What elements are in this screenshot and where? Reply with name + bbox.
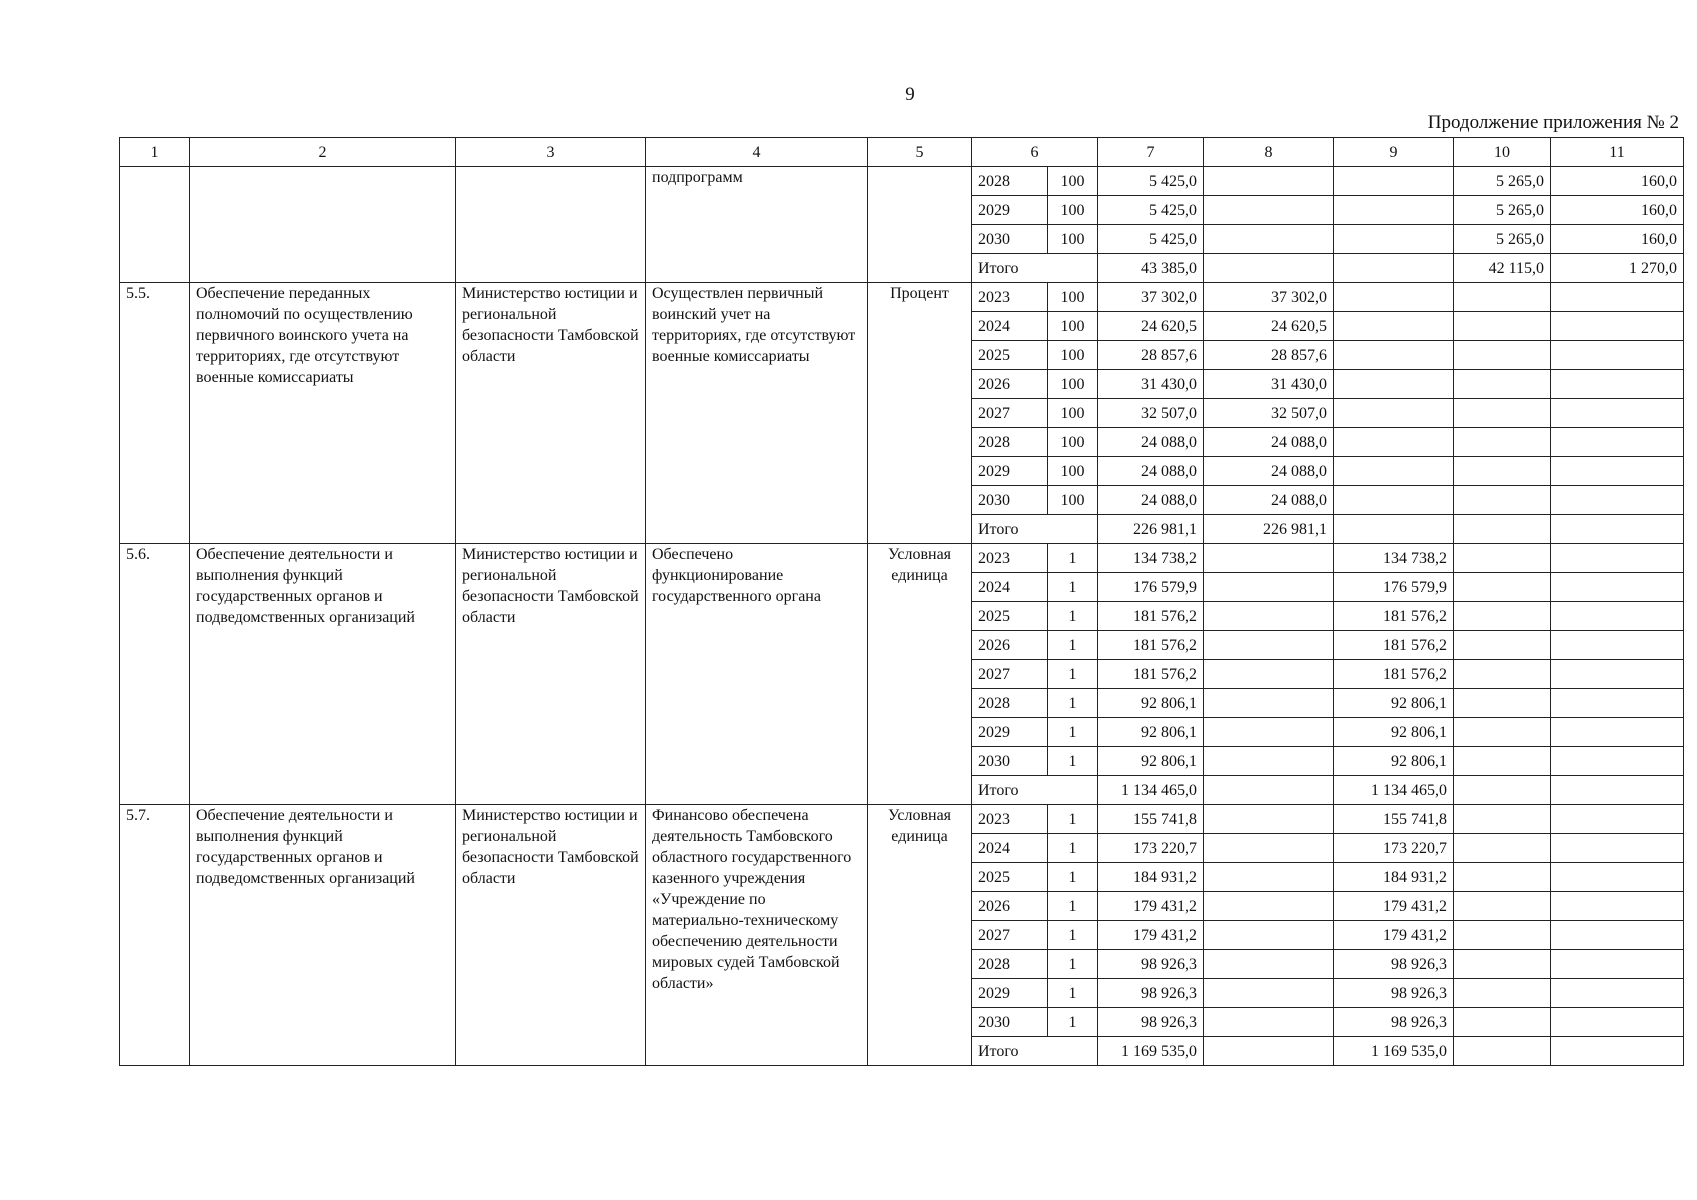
regional-budget-cell: 92 806,1 (1334, 689, 1454, 718)
year-cell: 2027 (972, 399, 1048, 428)
extrabudgetary-cell (1551, 834, 1684, 863)
federal-budget-cell (1204, 863, 1334, 892)
column-header: 7 (1098, 138, 1204, 167)
executor-name: Министерство юстиции и региональной безопасности Тамбовской области (456, 544, 646, 805)
indicator-value-cell: 100 (1048, 312, 1098, 341)
expected-result: Обеспечено функционирование государственного органа (646, 544, 868, 805)
column-header: 9 (1334, 138, 1454, 167)
total-label-cell: Итого (972, 1037, 1098, 1066)
regional-budget-cell (1334, 370, 1454, 399)
year-cell: 2028 (972, 950, 1048, 979)
local-budget-cell (1454, 486, 1551, 515)
extrabudgetary-cell (1551, 544, 1684, 573)
unit-of-measure: Условная единица (868, 805, 972, 1066)
extrabudgetary-cell (1551, 892, 1684, 921)
regional-budget-cell (1334, 341, 1454, 370)
local-budget-cell (1454, 1008, 1551, 1037)
executor-name (456, 167, 646, 283)
extrabudgetary-cell (1551, 805, 1684, 834)
regional-budget-cell (1334, 254, 1454, 283)
total-funding-cell: 5 425,0 (1098, 167, 1204, 196)
extrabudgetary-cell (1551, 428, 1684, 457)
total-label-cell: Итого (972, 254, 1098, 283)
column-header: 6 (972, 138, 1098, 167)
federal-budget-cell (1204, 805, 1334, 834)
extrabudgetary-cell (1551, 921, 1684, 950)
total-funding-cell: 176 579,9 (1098, 573, 1204, 602)
year-cell: 2029 (972, 457, 1048, 486)
expected-result: Осуществлен первичный воинский учет на территориях, где отсутствуют военные комиссариаты (646, 283, 868, 544)
federal-budget-cell (1204, 254, 1334, 283)
unit-of-measure: Процент (868, 283, 972, 544)
column-header: 3 (456, 138, 646, 167)
regional-budget-cell (1334, 283, 1454, 312)
total-funding-cell: 24 088,0 (1098, 457, 1204, 486)
table-row (120, 167, 1684, 196)
local-budget-cell (1454, 457, 1551, 486)
year-cell: 2024 (972, 573, 1048, 602)
federal-budget-cell: 24 620,5 (1204, 312, 1334, 341)
extrabudgetary-cell: 160,0 (1551, 196, 1684, 225)
federal-budget-cell: 31 430,0 (1204, 370, 1334, 399)
federal-budget-cell (1204, 602, 1334, 631)
total-funding-cell: 24 088,0 (1098, 486, 1204, 515)
indicator-value-cell: 100 (1048, 486, 1098, 515)
indicator-value-cell: 1 (1048, 834, 1098, 863)
total-funding-cell: 181 576,2 (1098, 602, 1204, 631)
extrabudgetary-cell (1551, 660, 1684, 689)
federal-budget-cell (1204, 167, 1334, 196)
regional-budget-cell (1334, 167, 1454, 196)
column-header: 4 (646, 138, 868, 167)
total-funding-cell: 98 926,3 (1098, 979, 1204, 1008)
federal-budget-cell (1204, 573, 1334, 602)
total-funding-cell: 28 857,6 (1098, 341, 1204, 370)
indicator-value-cell: 100 (1048, 167, 1098, 196)
regional-budget-cell: 181 576,2 (1334, 660, 1454, 689)
year-cell: 2025 (972, 341, 1048, 370)
indicator-value-cell: 1 (1048, 660, 1098, 689)
indicator-value-cell: 1 (1048, 979, 1098, 1008)
indicator-value-cell: 1 (1048, 544, 1098, 573)
federal-budget-cell (1204, 979, 1334, 1008)
indicator-value-cell: 100 (1048, 428, 1098, 457)
extrabudgetary-cell (1551, 573, 1684, 602)
total-funding-cell: 32 507,0 (1098, 399, 1204, 428)
year-cell: 2024 (972, 834, 1048, 863)
total-funding-cell: 92 806,1 (1098, 747, 1204, 776)
indicator-value-cell: 100 (1048, 399, 1098, 428)
extrabudgetary-cell (1551, 689, 1684, 718)
measure-code: 5.7. (120, 805, 190, 1066)
total-funding-cell: 92 806,1 (1098, 689, 1204, 718)
total-funding-cell: 1 134 465,0 (1098, 776, 1204, 805)
total-funding-cell: 98 926,3 (1098, 950, 1204, 979)
total-funding-cell: 181 576,2 (1098, 631, 1204, 660)
column-header: 1 (120, 138, 190, 167)
local-budget-cell (1454, 370, 1551, 399)
federal-budget-cell (1204, 834, 1334, 863)
extrabudgetary-cell (1551, 747, 1684, 776)
column-header: 5 (868, 138, 972, 167)
regional-budget-cell: 98 926,3 (1334, 979, 1454, 1008)
federal-budget-cell (1204, 950, 1334, 979)
total-funding-cell: 155 741,8 (1098, 805, 1204, 834)
federal-budget-cell (1204, 689, 1334, 718)
total-funding-cell: 24 088,0 (1098, 428, 1204, 457)
local-budget-cell (1454, 950, 1551, 979)
indicator-value-cell: 1 (1048, 863, 1098, 892)
year-cell: 2030 (972, 486, 1048, 515)
local-budget-cell (1454, 544, 1551, 573)
unit-of-measure: Условная единица (868, 544, 972, 805)
regional-budget-cell: 98 926,3 (1334, 1008, 1454, 1037)
regional-budget-cell (1334, 457, 1454, 486)
year-cell: 2025 (972, 602, 1048, 631)
indicator-value-cell: 1 (1048, 631, 1098, 660)
table-body (120, 167, 1684, 1066)
measure-code: 5.6. (120, 544, 190, 805)
regional-budget-cell: 173 220,7 (1334, 834, 1454, 863)
local-budget-cell (1454, 805, 1551, 834)
indicator-value-cell: 1 (1048, 689, 1098, 718)
total-funding-cell: 226 981,1 (1098, 515, 1204, 544)
extrabudgetary-cell (1551, 457, 1684, 486)
federal-budget-cell: 28 857,6 (1204, 341, 1334, 370)
regional-budget-cell: 181 576,2 (1334, 602, 1454, 631)
indicator-value-cell: 100 (1048, 196, 1098, 225)
local-budget-cell (1454, 892, 1551, 921)
table-row (120, 544, 1684, 573)
local-budget-cell: 5 265,0 (1454, 167, 1551, 196)
unit-of-measure (868, 167, 972, 283)
executor-name: Министерство юстиции и региональной безопасности Тамбовской области (456, 283, 646, 544)
measure-name: Обеспечение деятельности и выполнения функций государственных органов и подведомственных организаций (190, 544, 456, 805)
regional-budget-cell: 179 431,2 (1334, 921, 1454, 950)
column-header: 11 (1551, 138, 1684, 167)
table-row (120, 283, 1684, 312)
indicator-value-cell: 1 (1048, 1008, 1098, 1037)
total-funding-cell: 179 431,2 (1098, 892, 1204, 921)
year-cell: 2028 (972, 689, 1048, 718)
year-cell: 2029 (972, 196, 1048, 225)
indicator-value-cell: 1 (1048, 805, 1098, 834)
federal-budget-cell (1204, 892, 1334, 921)
local-budget-cell (1454, 312, 1551, 341)
year-cell: 2026 (972, 370, 1048, 399)
federal-budget-cell: 24 088,0 (1204, 486, 1334, 515)
extrabudgetary-cell (1551, 341, 1684, 370)
regional-budget-cell: 1 134 465,0 (1334, 776, 1454, 805)
column-header: 8 (1204, 138, 1334, 167)
local-budget-cell (1454, 660, 1551, 689)
expected-result: подпрограмм (646, 167, 868, 283)
extrabudgetary-cell (1551, 312, 1684, 341)
regional-budget-cell: 98 926,3 (1334, 950, 1454, 979)
regional-budget-cell: 92 806,1 (1334, 718, 1454, 747)
extrabudgetary-cell (1551, 631, 1684, 660)
total-funding-cell: 24 620,5 (1098, 312, 1204, 341)
indicator-value-cell: 1 (1048, 950, 1098, 979)
regional-budget-cell (1334, 515, 1454, 544)
extrabudgetary-cell: 1 270,0 (1551, 254, 1684, 283)
total-funding-cell: 43 385,0 (1098, 254, 1204, 283)
measure-code (120, 167, 190, 283)
indicator-value-cell: 100 (1048, 370, 1098, 399)
measure-name: Обеспечение деятельности и выполнения функций государственных органов и подведомственных организаций (190, 805, 456, 1066)
extrabudgetary-cell: 160,0 (1551, 167, 1684, 196)
continuation-caption: Продолжение приложения № 2 (1427, 112, 1679, 133)
federal-budget-cell: 226 981,1 (1204, 515, 1334, 544)
year-cell: 2028 (972, 167, 1048, 196)
page-number: 9 (905, 84, 915, 105)
year-cell: 2030 (972, 225, 1048, 254)
total-funding-cell: 179 431,2 (1098, 921, 1204, 950)
local-budget-cell (1454, 863, 1551, 892)
regional-budget-cell (1334, 486, 1454, 515)
local-budget-cell (1454, 747, 1551, 776)
indicator-value-cell: 1 (1048, 892, 1098, 921)
extrabudgetary-cell (1551, 776, 1684, 805)
column-header: 10 (1454, 138, 1551, 167)
total-funding-cell: 5 425,0 (1098, 225, 1204, 254)
local-budget-cell (1454, 428, 1551, 457)
indicator-value-cell: 1 (1048, 718, 1098, 747)
executor-name: Министерство юстиции и региональной безопасности Тамбовской области (456, 805, 646, 1066)
local-budget-cell (1454, 776, 1551, 805)
regional-budget-cell (1334, 428, 1454, 457)
measure-name (190, 167, 456, 283)
extrabudgetary-cell (1551, 399, 1684, 428)
table-row (120, 805, 1684, 834)
federal-budget-cell (1204, 776, 1334, 805)
regional-budget-cell: 181 576,2 (1334, 631, 1454, 660)
measure-code: 5.5. (120, 283, 190, 544)
total-label-cell: Итого (972, 776, 1098, 805)
indicator-value-cell: 1 (1048, 602, 1098, 631)
total-funding-cell: 37 302,0 (1098, 283, 1204, 312)
total-funding-cell: 1 169 535,0 (1098, 1037, 1204, 1066)
year-cell: 2030 (972, 747, 1048, 776)
regional-budget-cell (1334, 312, 1454, 341)
local-budget-cell (1454, 689, 1551, 718)
indicator-value-cell: 1 (1048, 573, 1098, 602)
measure-name: Обеспечение переданных полномочий по осуществлению первичного воинского учета на территориях, где отсутствуют военные комиссариаты (190, 283, 456, 544)
federal-budget-cell (1204, 718, 1334, 747)
year-cell: 2028 (972, 428, 1048, 457)
federal-budget-cell (1204, 225, 1334, 254)
federal-budget-cell: 24 088,0 (1204, 428, 1334, 457)
federal-budget-cell (1204, 747, 1334, 776)
local-budget-cell (1454, 515, 1551, 544)
extrabudgetary-cell (1551, 863, 1684, 892)
total-funding-cell: 173 220,7 (1098, 834, 1204, 863)
regional-budget-cell (1334, 225, 1454, 254)
indicator-value-cell: 100 (1048, 341, 1098, 370)
extrabudgetary-cell (1551, 283, 1684, 312)
year-cell: 2029 (972, 979, 1048, 1008)
local-budget-cell (1454, 979, 1551, 1008)
regional-budget-cell: 92 806,1 (1334, 747, 1454, 776)
federal-budget-cell: 32 507,0 (1204, 399, 1334, 428)
regional-budget-cell: 179 431,2 (1334, 892, 1454, 921)
extrabudgetary-cell (1551, 486, 1684, 515)
year-cell: 2027 (972, 660, 1048, 689)
regional-budget-cell (1334, 196, 1454, 225)
indicator-value-cell: 100 (1048, 225, 1098, 254)
extrabudgetary-cell (1551, 1037, 1684, 1066)
local-budget-cell (1454, 283, 1551, 312)
local-budget-cell (1454, 1037, 1551, 1066)
local-budget-cell (1454, 834, 1551, 863)
federal-budget-cell: 37 302,0 (1204, 283, 1334, 312)
year-cell: 2024 (972, 312, 1048, 341)
extrabudgetary-cell (1551, 950, 1684, 979)
extrabudgetary-cell (1551, 979, 1684, 1008)
regional-budget-cell: 155 741,8 (1334, 805, 1454, 834)
column-header: 2 (190, 138, 456, 167)
extrabudgetary-cell (1551, 515, 1684, 544)
local-budget-cell (1454, 399, 1551, 428)
total-funding-cell: 134 738,2 (1098, 544, 1204, 573)
year-cell: 2029 (972, 718, 1048, 747)
year-cell: 2023 (972, 805, 1048, 834)
regional-budget-cell (1334, 399, 1454, 428)
federal-budget-cell: 24 088,0 (1204, 457, 1334, 486)
extrabudgetary-cell (1551, 718, 1684, 747)
extrabudgetary-cell (1551, 1008, 1684, 1037)
total-label-cell: Итого (972, 515, 1098, 544)
indicator-value-cell: 1 (1048, 921, 1098, 950)
budget-table (119, 137, 1684, 1066)
federal-budget-cell (1204, 544, 1334, 573)
extrabudgetary-cell (1551, 602, 1684, 631)
year-cell: 2026 (972, 631, 1048, 660)
federal-budget-cell (1204, 1008, 1334, 1037)
year-cell: 2023 (972, 544, 1048, 573)
total-funding-cell: 181 576,2 (1098, 660, 1204, 689)
regional-budget-cell: 1 169 535,0 (1334, 1037, 1454, 1066)
local-budget-cell (1454, 602, 1551, 631)
regional-budget-cell: 134 738,2 (1334, 544, 1454, 573)
local-budget-cell: 5 265,0 (1454, 225, 1551, 254)
local-budget-cell (1454, 341, 1551, 370)
extrabudgetary-cell (1551, 370, 1684, 399)
local-budget-cell (1454, 921, 1551, 950)
local-budget-cell (1454, 631, 1551, 660)
federal-budget-cell (1204, 1037, 1334, 1066)
federal-budget-cell (1204, 660, 1334, 689)
year-cell: 2026 (972, 892, 1048, 921)
regional-budget-cell: 176 579,9 (1334, 573, 1454, 602)
year-cell: 2025 (972, 863, 1048, 892)
total-funding-cell: 92 806,1 (1098, 718, 1204, 747)
year-cell: 2030 (972, 1008, 1048, 1037)
local-budget-cell (1454, 718, 1551, 747)
indicator-value-cell: 100 (1048, 457, 1098, 486)
total-funding-cell: 184 931,2 (1098, 863, 1204, 892)
indicator-value-cell: 1 (1048, 747, 1098, 776)
local-budget-cell: 42 115,0 (1454, 254, 1551, 283)
extrabudgetary-cell: 160,0 (1551, 225, 1684, 254)
regional-budget-cell: 184 931,2 (1334, 863, 1454, 892)
total-funding-cell: 98 926,3 (1098, 1008, 1204, 1037)
local-budget-cell: 5 265,0 (1454, 196, 1551, 225)
column-number-row (120, 138, 1684, 167)
total-funding-cell: 31 430,0 (1098, 370, 1204, 399)
local-budget-cell (1454, 573, 1551, 602)
year-cell: 2023 (972, 283, 1048, 312)
total-funding-cell: 5 425,0 (1098, 196, 1204, 225)
year-cell: 2027 (972, 921, 1048, 950)
federal-budget-cell (1204, 631, 1334, 660)
federal-budget-cell (1204, 196, 1334, 225)
federal-budget-cell (1204, 921, 1334, 950)
expected-result: Финансово обеспечена деятельность Тамбовского областного государственного казенного учреждения «Учреждение по материально-техническому обеспечению деятельности мировых судей Тамбовской области» (646, 805, 868, 1066)
indicator-value-cell: 100 (1048, 283, 1098, 312)
